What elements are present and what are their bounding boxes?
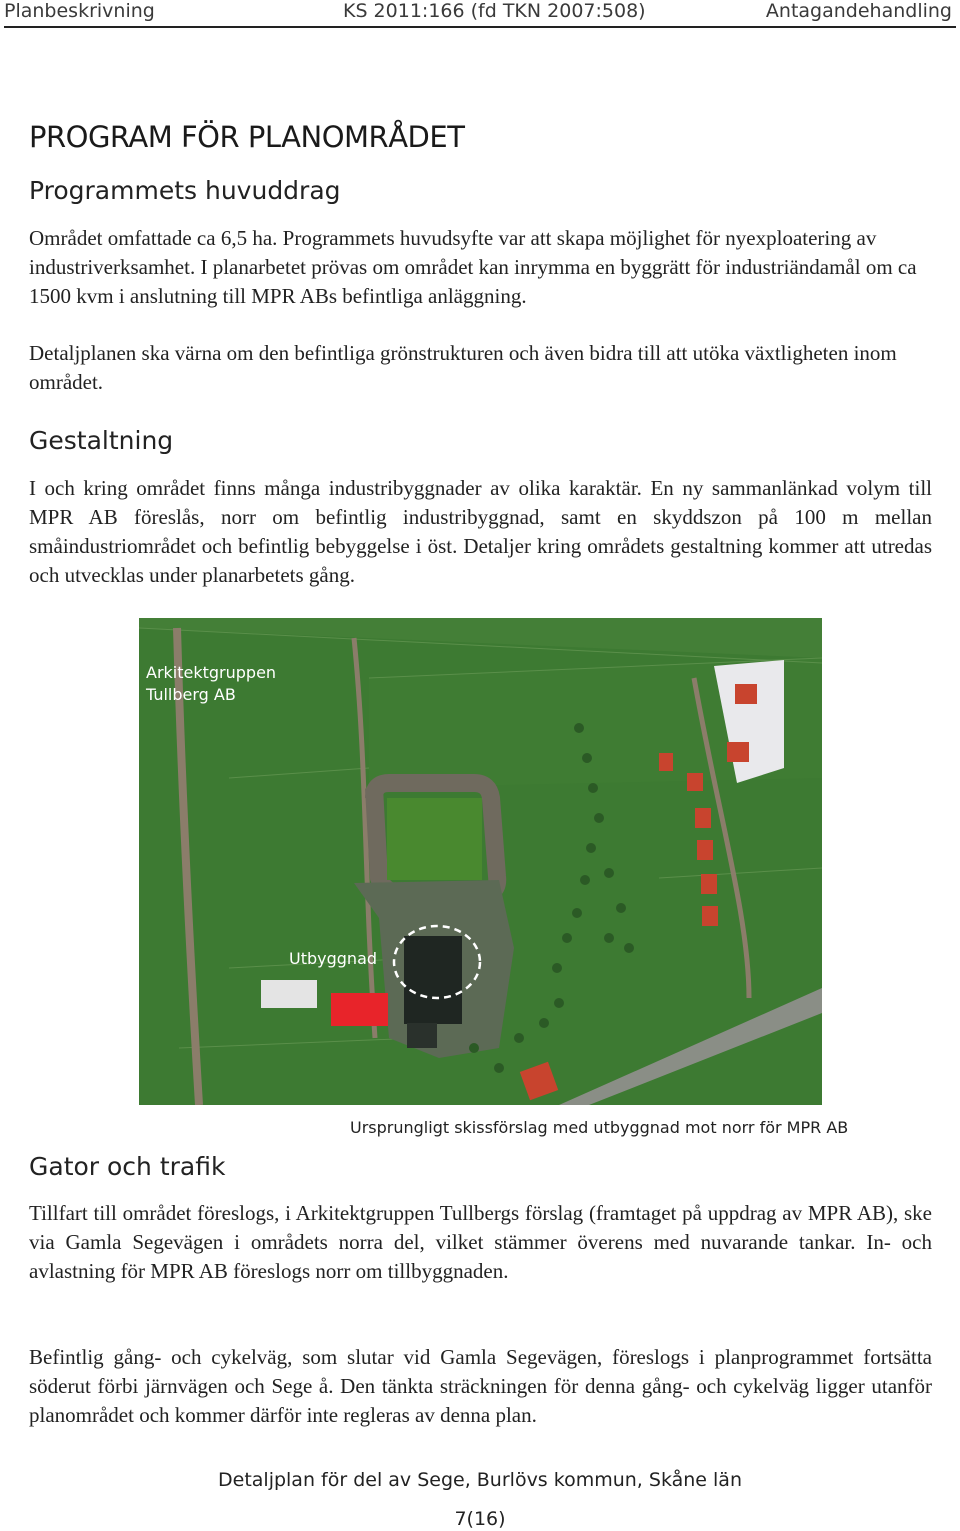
traffic-paragraph-1: Tillfart till området föreslogs, i Arkitektgruppen Tullbergs förslag (framtaget på uppdrag av MPR AB), ske via Gamla Segevägen i områdets norra del, vilket stämmer överens med nuvarande tankar. In- och avlastning för MPR AB föreslogs norr om tillbyggnaden. bbox=[29, 1201, 932, 1283]
site-plan-drawing bbox=[139, 618, 822, 1105]
site-plan-figure bbox=[139, 618, 822, 1105]
existing-annex bbox=[407, 1023, 437, 1048]
program-paragraph-1: Området omfattade ca 6,5 ha. Programmets huvudsyfte var att skapa möjlighet för nyexploatering av industriverksamhet. I planarbetet prövas om området kan inrymma en byggrätt för industriändamål om ca 1500 kvm i anslutning till MPR ABs befintliga anläggning. bbox=[29, 226, 917, 308]
proposed-building bbox=[331, 993, 388, 1026]
header-doc-type: Planbeskrivning bbox=[4, 0, 155, 22]
inner-green bbox=[387, 798, 482, 880]
heading-gator-och-trafik: Gator och trafik bbox=[29, 1152, 226, 1181]
header-status: Antagandehandling bbox=[765, 0, 952, 22]
footer-title: Detaljplan för del av Sege, Burlövs kommun, Skåne län bbox=[218, 1469, 742, 1491]
heading-program: Programmets huvuddrag bbox=[29, 176, 341, 205]
white-building bbox=[261, 980, 317, 1008]
existing-building bbox=[404, 936, 462, 1024]
page-number: 7(16) bbox=[454, 1508, 506, 1530]
header-rule bbox=[4, 26, 956, 28]
design-paragraph-1: I och kring området finns många industribyggnader av olika karaktär. En ny sammanlänkad volym till MPR AB föreslås, norr om befintlig industribyggnad, samt en skyddszon på 100 m mellan småindustriområdet och befintlig bebyggelse i öst. Detaljer kring områdets gestaltning kommer att utredas och utvecklas under planarbetets gång. bbox=[29, 476, 932, 587]
label-extension: Utbyggnad bbox=[289, 949, 378, 968]
traffic-paragraph-2: Befintlig gång- och cykelväg, som slutar vid Gamla Segevägen, föreslogs i planprogrammet fortsätta söderut förbi järnvägen och Sege å. Den tänkta sträckningen för denna gång- och cykelväg ligger utanför planområdet och kommer därför inte regleras av denna plan. bbox=[29, 1345, 932, 1427]
page-title: PROGRAM FÖR PLANOMRÅDET bbox=[29, 120, 465, 154]
figure-caption: Ursprungligt skissförslag med utbyggnad mot norr för MPR AB bbox=[350, 1118, 849, 1137]
heading-gestaltning: Gestaltning bbox=[29, 426, 174, 455]
program-paragraph-2: Detaljplanen ska värna om den befintliga grönstrukturen och även bidra till att utöka växtligheten inom området. bbox=[29, 341, 897, 394]
label-firm-line-1: Arkitektgruppen bbox=[146, 663, 277, 682]
label-firm-line-2: Tullberg AB bbox=[146, 685, 236, 704]
header-case-number: KS 2011:166 (fd TKN 2007:508) bbox=[343, 0, 646, 22]
page-header bbox=[0, 0, 960, 26]
